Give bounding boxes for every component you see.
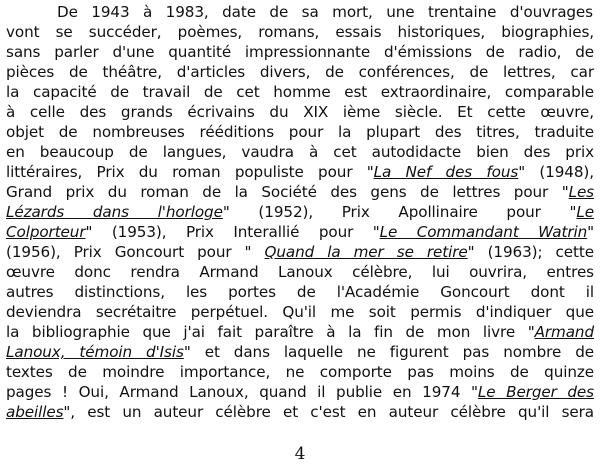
text-line: (1956), Prix Goncourt pour " Quand la mer se retire" (1963); cette xyxy=(6,243,594,261)
text-line: vont se succéder, poèmes, romans, essais historiques, biographies, xyxy=(6,23,594,41)
text-line: objet de nombreuses rééditions pour la plupart des titres, traduite xyxy=(6,123,594,141)
text-line: deviendra secrétaitre perpétuel. Qu'il me soit permis d'indiquer que xyxy=(6,303,594,321)
book-title: Colporteur xyxy=(6,223,86,241)
book-title: Lézards dans l'horloge xyxy=(6,203,223,221)
text-line: Lézards dans l'horloge" (1952), Prix Apollinaire pour "Le xyxy=(6,203,595,221)
book-title: Armand xyxy=(534,323,594,341)
book-title: Le xyxy=(576,203,595,221)
text-line: abeilles", est un auteur célèbre et c'est en auteur célèbre qu'il sera xyxy=(6,403,594,421)
book-title: Lanoux, témoin d'Isis xyxy=(6,343,184,361)
text-line: littéraires, Prix du roman populiste pour "La Nef des fous" (1948), xyxy=(6,163,594,181)
text-line: œuvre donc rendra Armand Lanoux célèbre, lui ouvrira, entres xyxy=(6,263,594,281)
book-title: La Nef des fous xyxy=(373,163,519,181)
text-line: en beaucoup de langues, vaudra à cet autodidacte bien des prix xyxy=(6,143,594,161)
text-line: Lanoux, témoin d'Isis" et dans laquelle ne figurent pas nombre de xyxy=(6,343,594,361)
text-line: autres distinctions, les portes de l'Académie Goncourt dont il xyxy=(6,283,594,301)
book-title: Le Commandant Watrin xyxy=(379,223,588,241)
page-number: 4 xyxy=(294,444,306,464)
book-title: Quand la mer se retire xyxy=(264,243,468,261)
text-line: sans parler d'une quantité impressionnante d'émissions de radio, de xyxy=(6,43,594,61)
book-title: Les xyxy=(568,183,594,201)
text-line: pages ! Oui, Armand Lanoux, quand il publie en 1974 "Le Berger des xyxy=(6,383,594,401)
text-line: De 1943 à 1983, date de sa mort, une trentaine d'ouvrages xyxy=(57,3,593,21)
text-line: textes de moindre importance, ne comporte pas moins de quinze xyxy=(6,363,594,381)
text-line: la bibliographie que j'ai fait paraître à la fin de mon livre "Armand xyxy=(6,323,594,341)
text-line: Colporteur" (1953), Prix Interallié pour "Le Commandant Watrin" xyxy=(6,223,595,241)
text-line: pièces de théâtre, d'articles divers, de conférences, de lettres, car xyxy=(6,63,594,81)
text-line: la capacité de travail de cet homme est extraordinaire, comparable xyxy=(6,83,594,101)
text-line: à celle des grands écrivains du XIX ième siècle. Et cette œuvre, xyxy=(6,103,594,121)
book-title: Le Berger des xyxy=(477,383,594,401)
book-title: abeilles xyxy=(6,403,64,421)
text-line: Grand prix du roman de la Société des gens de lettres pour "Les xyxy=(6,183,594,201)
